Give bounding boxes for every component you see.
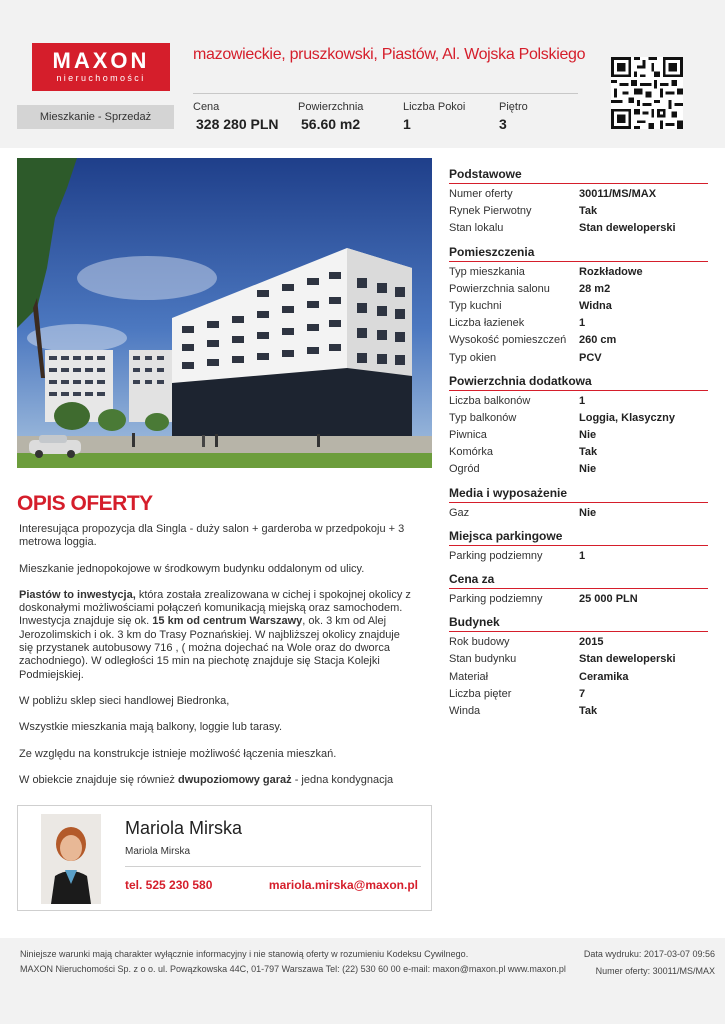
details-section [449,167,708,238]
header [0,0,725,148]
details-row [449,686,708,703]
agent-subtitle: Mariola Mirska [125,846,191,857]
details-row-value: 2015 [579,636,604,649]
agent-phone-link[interactable]: tel. 525 230 580 [125,878,213,892]
details-row [449,186,708,203]
details-row-label: Parking podziemny [449,593,543,605]
details-row [449,393,708,410]
details-row-label: Typ mieszkania [449,265,525,278]
details-row-value: Tak [579,446,598,459]
details-row-value: Nie [579,506,597,519]
footer-offer-number: Numer oferty: 30011/MS/MAX [595,966,715,976]
details-row-label: Numer oferty [449,188,513,200]
description-paragraph [19,589,414,682]
logo-text: MAXON [52,48,150,73]
details-row-label: Powierzchnia salonu [449,282,550,295]
details-section-title: Pomieszczenia [449,245,708,262]
details-row-label: Wysokość pomieszczeń [449,334,567,347]
details-row-value: Loggia, Klasyczny [579,411,675,424]
details-section [449,615,708,720]
details-row-value: Nie [579,463,597,476]
details-section [449,572,708,608]
details-row [449,315,708,332]
footer-disclaimer: Niniejsze warunki mają charakter wyłącznie informacyjny i nie stanowią oferty w rozumieniu Kodeksu Cywilnego. [20,949,469,959]
details-row [449,332,708,349]
stat-area [298,101,363,132]
stat-price-value: 328 280 PLN [196,116,279,132]
footer [0,938,725,1024]
description-paragraph: Ze względu na konstrukcje istnieje możliwość łączenia mieszkań. [19,747,337,760]
details-section [449,486,708,522]
description-text: W obiekcie znajduje się również [19,773,178,786]
details-row-label: Liczba balkonów [449,394,531,407]
details-row-label: Winda [449,704,481,717]
details-row-value: 30011/MS/MAX [579,188,657,200]
details-section-title: Powierzchnia dodatkowa [449,374,708,391]
stat-area-label: Powierzchnia [298,101,364,113]
details-row-label: Ogród [449,463,480,476]
details-row-label: Komórka [449,446,494,459]
details-section [449,245,708,367]
stat-floor [499,101,528,132]
property-address: mazowieckie, pruszkowski, Piastów, Al. Wojska Polskiego [193,46,586,63]
details-row-label: Parking podziemny [449,549,543,562]
details-row-value: Tak [579,205,598,218]
details-row-value: 260 cm [579,334,617,347]
details-row [449,350,708,367]
details-row-value: Rozkładowe [579,265,643,278]
stat-price-label: Cena [193,101,220,113]
details-row-label: Stan lokalu [449,222,504,235]
stat-floor-value: 3 [499,116,507,132]
logo-subtext: nieruchomości [56,73,146,83]
details-row [449,591,708,608]
details-row [449,548,708,565]
details-row [449,298,708,315]
description-body [19,523,414,800]
details-row [449,634,708,651]
stat-rooms-label: Liczba Pokoi [403,101,466,113]
agent-avatar [41,814,101,904]
details-row [449,427,708,444]
details-row-value: PCV [579,351,602,364]
details-row [449,461,708,478]
details-row [449,505,708,522]
details-row-value: 1 [579,549,586,562]
description-text: która została zrealizowana w cichej i spokojnej okolicy z doskonałymi możliwościami połączeń komunikacją miejską oraz samochodem. Inwestycja znajduje się ok. [19,588,411,628]
description-paragraph: Wszystkie mieszkania mają balkony, loggie lub tarasy. [19,721,283,734]
details-row-value: 1 [579,394,586,407]
details-row-value: Nie [579,429,597,442]
details-row-value: Stan deweloperski [579,222,676,235]
details-row-label: Piwnica [449,429,487,442]
stat-rooms-value: 1 [403,116,411,132]
details-row-label: Typ balkonów [449,411,517,424]
details-section-title: Podstawowe [449,167,708,184]
details-row-value: Ceramika [579,670,629,683]
details-row-value: 28 m2 [579,282,611,295]
details-row [449,651,708,668]
stat-floor-label: Piętro [499,101,528,113]
details-row [449,203,708,220]
stat-price [193,101,279,132]
details-row [449,264,708,281]
details-row-label: Gaz [449,506,470,519]
agent-email-link[interactable]: mariola.mirska@maxon.pl [268,878,418,892]
details-section-title: Media i wyposażenie [449,486,708,503]
qr-code-icon[interactable] [611,57,683,129]
agent-divider [125,866,421,867]
details-section-title: Miejsca parkingowe [449,529,708,546]
description-paragraph: Interesująca propozycja dla Singla - duży salon + garderoba w przedpokoju + 3 metrowa loggia. [19,523,405,549]
details-row [449,669,708,686]
description-bold: 15 km od centrum Warszawy [152,615,303,628]
footer-company-info: MAXON Nieruchomości Sp. z o o. ul. Powązkowska 44C, 01-797 Warszawa Tel: (22) 530 60 00 e-mail: maxon@maxon.pl www.maxon.pl [20,964,566,974]
details-row-label: Typ okien [449,351,497,364]
description-bold: dwupoziomowy garaż [177,773,292,786]
agent-name: Mariola Mirska [125,818,243,838]
description-bold: Piastów to inwestycja, [19,588,136,601]
details-row-label: Materiał [449,670,489,683]
stat-area-value: 56.60 m2 [301,116,361,132]
details-row-value: 7 [579,687,586,700]
maxon-logo[interactable] [32,43,170,91]
details-row [449,410,708,427]
details-row-value: Stan deweloperski [579,653,676,666]
description-paragraph: W pobliżu sklep sieci handlowej Biedronka, [19,694,230,707]
details-row-label: Typ kuchni [449,299,502,312]
details-row-label: Liczba pięter [449,687,512,700]
details-row [449,703,708,720]
details-row-value: Tak [579,704,598,717]
details-row-label: Liczba łazienek [449,317,525,330]
stat-rooms [403,101,465,132]
listing-type-badge: Mieszkanie - Sprzedaż [17,105,174,129]
details-row-value: Widna [579,299,612,312]
description-paragraph: Mieszkanie jednopokojowe w środkowym budynku oddalonym od ulicy. [19,562,365,575]
details-panel [449,167,708,727]
details-row [449,220,708,237]
details-row-label: Stan budynku [449,653,517,666]
details-section [449,529,708,565]
footer-print-date: Data wydruku: 2017-03-07 09:56 [583,949,715,959]
details-row-value: 1 [579,317,586,330]
header-divider [193,93,578,94]
details-row-value: 25 000 PLN [579,593,638,605]
details-section-title: Budynek [449,615,708,632]
description-paragraph [19,774,414,787]
details-row-label: Rynek Pierwotny [449,205,532,218]
details-row [449,444,708,461]
agent-card [17,805,432,911]
details-section [449,374,708,479]
description-title: OPIS OFERTY [17,492,153,515]
property-photo[interactable] [17,158,432,468]
description-text: - jedna kondygnacja [291,773,394,786]
description-text: , ok. 3 km od Alej Jerozolimskich i ok. 3 km do Trasy Poznańskiej. W najbliższej okolicy znajduje się przystanek autobusowy 716 , ( można dojechać na Wole oraz do dworca zachodniego). W odległości 15 min na piechotę znajduje się Stacja Kolejki Podmiejskiej. [19,615,400,681]
details-row-label: Rok budowy [449,636,510,649]
details-section-title: Cena za [449,572,708,589]
details-row [449,281,708,298]
